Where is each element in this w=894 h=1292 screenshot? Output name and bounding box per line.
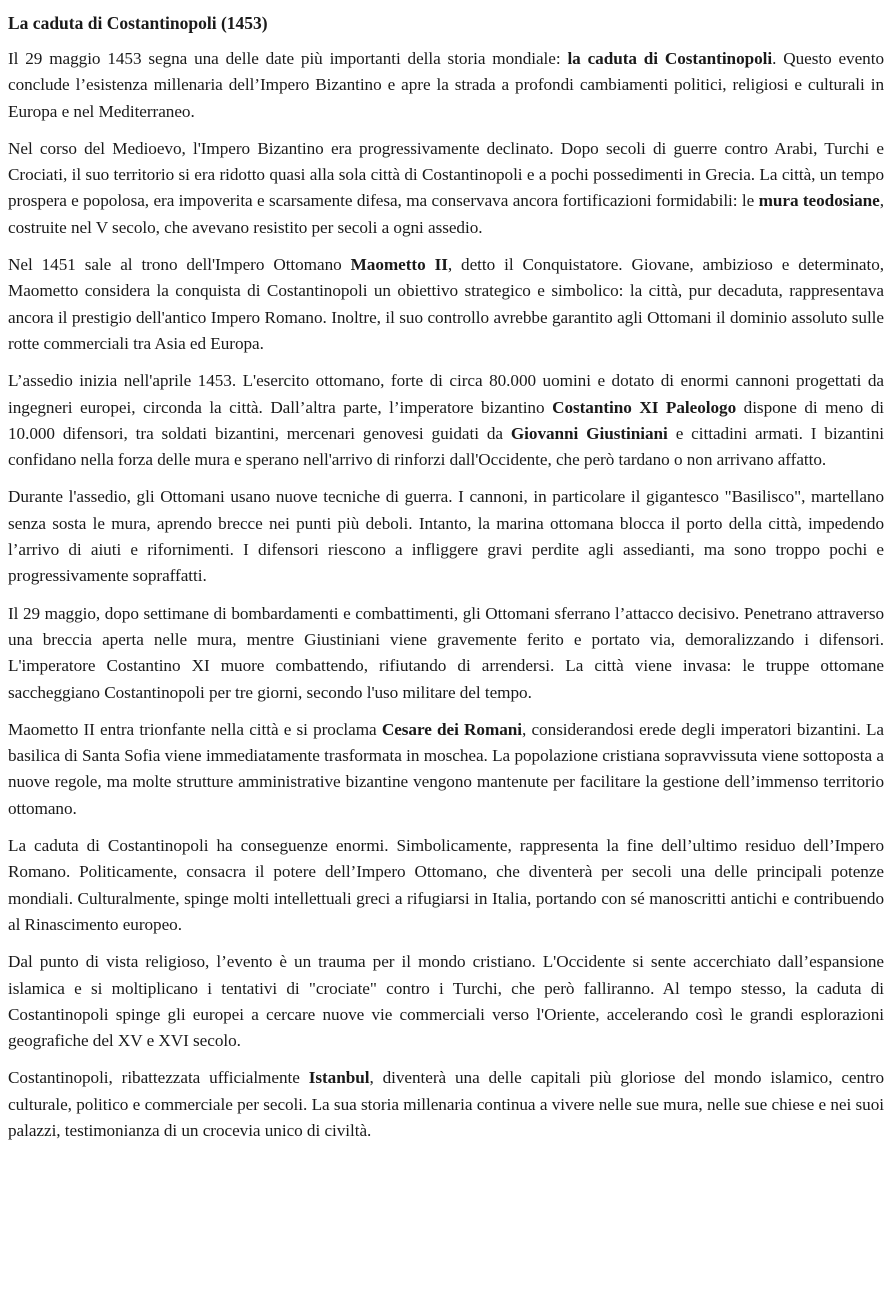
paragraph-10 (8, 1065, 884, 1144)
text-segment: Dal punto di vista religioso, l’evento è un trauma per il mondo cristiano. L'Occidente si sente accerchiato dall’espansione islamica e si moltiplicano i tentativi di "crociate" contro i Turchi, che però falliranno. Al tempo stesso, la caduta di Costantinopoli spinge gli europei a cercare nuove vie commerciali verso l'Oriente, accelerando così le grandi esplorazioni geografiche del XV e XVI secolo. (8, 952, 884, 1051)
bold-phrase: mura teodosiane (758, 191, 880, 211)
text-segment: , diventerà una delle capitali più gloriose del mondo islamico, centro culturale, politico e commerciale per secoli. La sua storia millenaria continua a vivere nelle sue mura, nelle sue chiese e nei suoi palazzi, testimonianza di un crocevia unico di civiltà. (8, 1068, 884, 1140)
text-segment: Il 29 maggio 1453 segna una delle date più importanti della storia mondiale: (8, 49, 568, 68)
text-segment: Nel 1451 sale al trono dell'Impero Ottomano (8, 255, 351, 275)
text-segment: La caduta di Costantinopoli ha conseguenze enormi. Simbolicamente, rappresenta la fine dell’ultimo residuo dell’Impero Romano. Politicamente, consacra il potere dell’Impero Ottomano, che diventerà per secoli una delle principali potenze mondiali. Culturalmente, spinge molti intellettuali greci a rifugiarsi in Italia, portando con sé manoscritti antichi e contribuendo al Rinascimento europeo. (8, 836, 884, 934)
text-segment: Durante l'assedio, gli Ottomani usano nuove tecniche di guerra. I cannoni, in particolare il gigantesco "Basilisco", martellano senza sosta le mura, aprendo brecce nei punti più deboli. Intanto, la marina ottomana blocca il porto della città, impedendo l’arrivo di aiuti e rifornimenti. I difensori riescono a infliggere gravi perdite agli assedianti, ma sono troppo pochi e progressivamente sopraffatti. (8, 487, 884, 586)
paragraph-1 (8, 46, 884, 125)
text-segment: . Questo evento conclude l’esistenza millenaria dell’Impero Bizantino e apre la strada a profondi cambiamenti politici, religiosi e culturali in Europa e nel Mediterraneo. (8, 49, 884, 121)
text-segment: Il 29 maggio, dopo settimane di bombardamenti e combattimenti, gli Ottomani sferrano l’attacco decisivo. Penetrano attraverso una breccia aperta nelle mura, mentre Giustiniani viene gravemente ferito e portato via, demoralizzando i difensori. L'imperatore Costantino XI muore combattendo, rifiutando di arrendersi. La città viene invasa: le truppe ottomane saccheggiano Costantinopoli per tre giorni, secondo l'uso militare del tempo. (8, 603, 884, 702)
text-segment: Maometto II entra trionfante nella città e si proclama (8, 719, 382, 739)
paragraph-7 (8, 717, 884, 822)
bold-phrase: Cesare dei Romani (381, 719, 522, 739)
text-segment: dispone di meno di 10.000 difensori, tra soldati bizantini, mercenari genovesi guidati da (8, 397, 884, 443)
paragraph-5 (8, 484, 884, 589)
text-segment: Nel corso del Medioevo, l'Impero Bizantino era progressivamente declinato. Dopo secoli di guerre contro Arabi, Turchi e Crociati, il suo territorio si era ridotto quasi alla sola città di Costantinopoli e a pochi possedimenti in Grecia. La città, un tempo prospera e popolosa, era impoverita e scarsamente difesa, ma conservava ancora fortificazioni formidabili: le (8, 138, 884, 211)
text-segment: e cittadini armati. I bizantini confidano nella forza delle mura e sperano nell'arrivo di rinforzi dall'Occidente, che però tardano o non arrivano affatto. (8, 423, 884, 470)
paragraph-9 (8, 949, 884, 1054)
paragraph-2 (8, 136, 884, 241)
bold-phrase: Maometto II (350, 255, 448, 275)
text-segment: , considerandosi erede degli imperatori bizantini. La basilica di Santa Sofia viene immediatamente trasformata in moschea. La popolazione cristiana sopravvissuta viene sottoposta a nuove regole, ma molte strutture amministrative bizantine vengono mantenute per facilitare la gestione dell’immenso territorio ottomano. (8, 719, 885, 818)
bold-phrase: Giovanni Giustiniani (510, 423, 668, 443)
paragraph-3 (8, 252, 884, 357)
paragraph-6 (8, 601, 884, 706)
paragraph-8 (8, 833, 884, 938)
text-segment: L’assedio inizia nell'aprile 1453. L'esercito ottomano, forte di circa 80.000 uomini e dotato di enormi cannoni progettati da ingegneri europei, circonda la città. Dall’altra parte, l’imperatore bizantino (8, 371, 884, 417)
paragraph-4 (8, 368, 884, 473)
text-segment: Costantinopoli, ribattezzata ufficialmente (8, 1068, 309, 1088)
text-segment: , detto il Conquistatore. Giovane, ambizioso e determinato, Maometto considera la conquista di Costantinopoli un obiettivo strategico e simbolico: la città, pur decaduta, rappresentava ancora il prestigio dell'antico Impero Romano. Inoltre, il suo controllo avrebbe garantito agli Ottomani il dominio assoluto sulle rotte commerciali tra Asia ed Europa. (8, 255, 885, 353)
bold-phrase: Costantino XI Paleologo (552, 397, 737, 417)
document-title: La caduta di Costantinopoli (1453) (8, 13, 268, 33)
bold-phrase: la caduta di Costantinopoli (567, 49, 773, 68)
bold-phrase: Istanbul (308, 1068, 370, 1088)
text-segment: , costruite nel V secolo, che avevano resistito per secoli a ogni assedio. (8, 191, 884, 237)
